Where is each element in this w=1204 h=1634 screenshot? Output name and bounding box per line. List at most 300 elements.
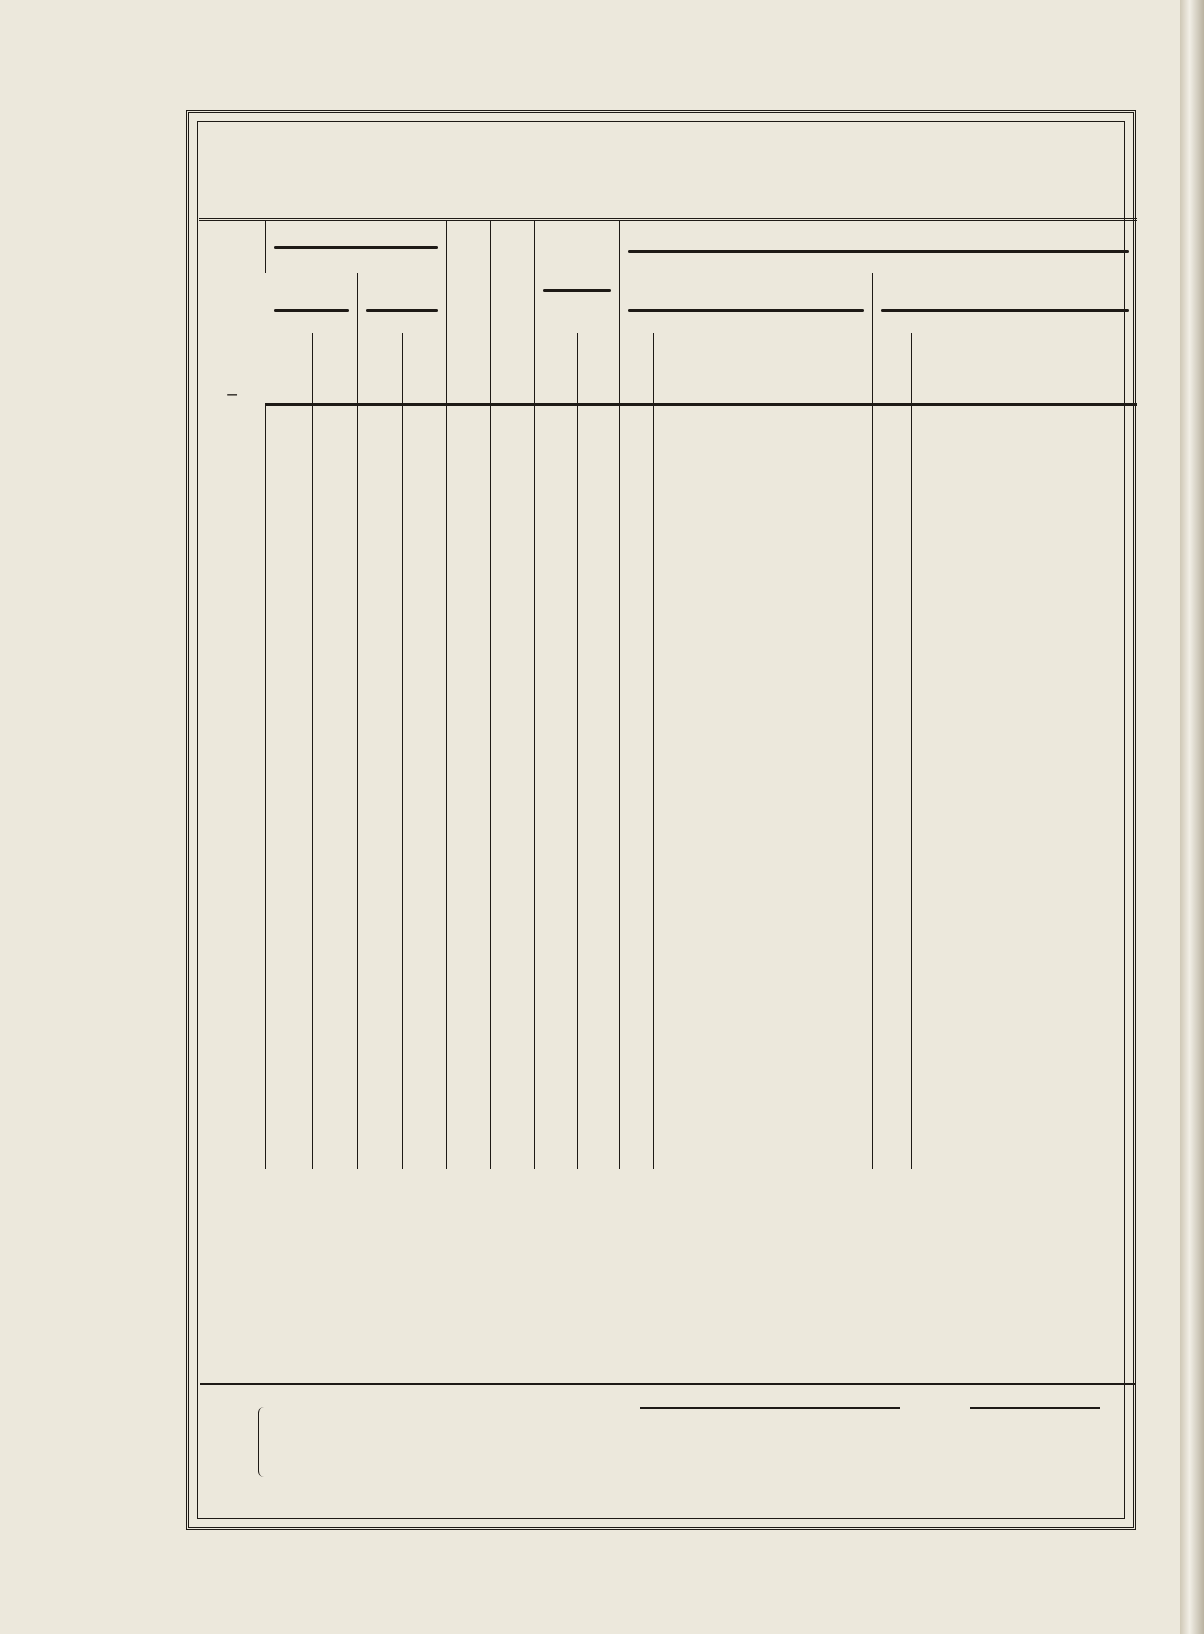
cell-c-md [911,504,1137,529]
cell-udo [447,812,491,837]
cell-day [199,714,266,739]
cell-espelho [403,763,447,788]
cell-relva-min [358,998,403,1023]
cell-udo [447,627,491,652]
table-row [199,665,1137,690]
cell-sol [266,837,313,862]
cell-n-md [873,480,912,505]
cell-c-md [911,788,1137,813]
cell-n-md [873,1120,912,1145]
ao-sol-header [266,333,313,405]
cell-relva-min [358,480,403,505]
cell-oz-am [534,480,577,505]
cell-udo [447,714,491,739]
cell-c-am [653,553,872,578]
cell-udo [447,1096,491,1121]
cell-c-md [911,1120,1137,1145]
cell-oz-pm [577,1047,620,1072]
cell-sol [266,861,313,886]
cell-relva-min [358,886,403,911]
cell-c-md [911,861,1137,886]
cell-n-md [873,861,912,886]
cell-relva-max [313,627,358,652]
cell-oz-pm [577,1096,620,1121]
cell-relva-min [358,788,403,813]
cell-sol [266,504,313,529]
cell-day [199,627,266,652]
cell-sol [266,553,313,578]
cell-atm [490,690,534,715]
maxima-header [266,273,358,333]
cell-atm [490,924,534,949]
cell-c-md [911,431,1137,456]
cell-udo [447,763,491,788]
cell-day [199,886,266,911]
cell-oz-am [534,714,577,739]
evap-rule [970,1407,1100,1409]
cell-relva-max [313,998,358,1023]
cell-espelho [403,690,447,715]
cell-day [199,1120,266,1145]
cell-c-am [653,529,872,554]
cell-sol [266,739,313,764]
cell-oz-am [534,861,577,886]
table-row [199,861,1137,886]
cell-udo [447,504,491,529]
cell-c-am [653,690,872,715]
cell-n-am [620,480,653,505]
table-row [199,553,1137,578]
cell-relva-min [358,924,403,949]
cell-espelho [403,504,447,529]
cell-relva-min [358,504,403,529]
cell-n-am [620,578,653,603]
cell-day [199,998,266,1023]
cell-espelho [403,949,447,974]
cell-relva-max [313,405,358,431]
cell-oz-am [534,690,577,715]
cell-day [199,665,266,690]
cell-udo [447,665,491,690]
cell-c-am [653,455,872,480]
cell-udo [447,529,491,554]
table-row [199,886,1137,911]
cell-n-md [873,529,912,554]
cell-relva-max [313,504,358,529]
cell-c-md [911,837,1137,862]
table-row [199,529,1137,554]
cell-relva-max [313,1047,358,1072]
escala-am-header [620,333,653,405]
minima-header [358,273,447,333]
cell-oz-am [534,1047,577,1072]
cell-relva-max [313,739,358,764]
cell-espelho [403,788,447,813]
cell-oz-am [534,788,577,813]
cell-sol [266,788,313,813]
cell-sol [266,924,313,949]
cell-espelho [403,553,447,578]
cell-sol [266,1120,313,1145]
oz-am-header [534,333,577,405]
cell-udo [447,837,491,862]
cell-oz-am [534,998,577,1023]
ozonometro-header [534,220,620,334]
cell-relva-max [313,763,358,788]
cell-udo [447,690,491,715]
cell-sol [266,998,313,1023]
cell-relva-max [313,861,358,886]
cell-c-am [653,405,872,431]
table-row [199,998,1137,1023]
cell-relva-min [358,529,403,554]
cell-day [199,949,266,974]
cell-c-md [911,763,1137,788]
cell-sol [266,886,313,911]
cell-relva-min [358,553,403,578]
cell-c-am [653,714,872,739]
cell-c-am [653,431,872,456]
table-row [199,788,1137,813]
cell-n-md [873,788,912,813]
cell-relva-min [358,690,403,715]
cell-atm [490,405,534,431]
cell-day [199,1022,266,1047]
cell-n-md [873,837,912,862]
cell-oz-pm [577,714,620,739]
relva-rule [640,1407,900,1409]
cell-udo [447,455,491,480]
cell-n-md [873,1145,912,1170]
cell-n-am [620,431,653,456]
cell-sol [266,529,313,554]
cell-atm [490,1071,534,1096]
cell-oz-pm [577,480,620,505]
cell-relva-max [313,973,358,998]
cell-oz-am [534,1096,577,1121]
cell-c-md [911,405,1137,431]
table-row [199,1145,1137,1170]
cell-espelho [403,602,447,627]
configuracao-am-header [653,333,872,405]
cell-c-md [911,455,1137,480]
cell-relva-max [313,529,358,554]
cell-espelho [403,861,447,886]
cell-n-am [620,837,653,862]
cell-oz-pm [577,861,620,886]
cell-relva-min [358,837,403,862]
cell-n-am [620,690,653,715]
cell-sol [266,665,313,690]
cell-relva-min [358,1120,403,1145]
cell-n-am [620,1145,653,1170]
cell-oz-am [534,529,577,554]
cell-n-md [873,739,912,764]
cell-espelho [403,405,447,431]
cell-sol [266,949,313,974]
cell-espelho [403,886,447,911]
cell-relva-min [358,1096,403,1121]
cell-oz-pm [577,788,620,813]
cell-n-am [620,949,653,974]
cell-oz-pm [577,504,620,529]
cell-day [199,739,266,764]
cell-udo [447,739,491,764]
cell-relva-min [358,405,403,431]
cell-atm [490,431,534,456]
cell-espelho [403,924,447,949]
cell-relva-min [358,714,403,739]
meio-dia-header [873,273,1137,333]
cell-espelho [403,1047,447,1072]
cell-n-md [873,553,912,578]
cell-atm [490,998,534,1023]
cell-relva-max [313,665,358,690]
cell-sol [266,690,313,715]
cell-day [199,861,266,886]
nove-horas-header [620,273,873,333]
table-row [199,949,1137,974]
cell-relva-max [313,480,358,505]
cell-n-md [873,1071,912,1096]
cell-espelho [403,455,447,480]
cell-n-am [620,504,653,529]
cell-n-md [873,812,912,837]
cell-sol [266,578,313,603]
cell-n-am [620,788,653,813]
cell-n-md [873,665,912,690]
table-row [199,504,1137,529]
cell-n-am [620,998,653,1023]
table-row [199,714,1137,739]
climate-table [199,218,1137,1169]
cell-n-md [873,1022,912,1047]
cell-relva-max [313,602,358,627]
cell-espelho [403,812,447,837]
cell-c-am [653,837,872,862]
cell-day [199,1145,266,1170]
cell-udo [447,861,491,886]
cell-day [199,1047,266,1072]
cell-udo [447,949,491,974]
cell-c-am [653,627,872,652]
oz-pm-header [577,333,620,405]
na-relva-min-header [358,333,403,405]
cell-espelho [403,1071,447,1096]
cell-n-md [873,602,912,627]
cell-n-am [620,812,653,837]
cell-c-md [911,529,1137,554]
cell-atm [490,578,534,603]
cell-n-md [873,1096,912,1121]
cell-day [199,529,266,554]
cell-relva-max [313,690,358,715]
cell-n-md [873,455,912,480]
cell-c-md [911,578,1137,603]
cell-espelho [403,1120,447,1145]
cell-sol [266,627,313,652]
cell-oz-pm [577,837,620,862]
cell-c-md [911,1047,1137,1072]
cell-udo [447,480,491,505]
cell-oz-pm [577,553,620,578]
cell-oz-am [534,1071,577,1096]
cell-c-am [653,763,872,788]
cell-oz-am [534,455,577,480]
cell-relva-max [313,1071,358,1096]
cell-atm [490,949,534,974]
cell-relva-min [358,1071,403,1096]
cell-n-am [620,1022,653,1047]
table-row [199,837,1137,862]
cell-n-am [620,763,653,788]
cell-c-am [653,886,872,911]
cell-relva-max [313,1145,358,1170]
cell-oz-pm [577,886,620,911]
cell-c-md [911,1145,1137,1170]
cell-day [199,973,266,998]
cell-c-md [911,553,1137,578]
cell-atm [490,504,534,529]
cell-relva-max [313,812,358,837]
cell-udo [447,602,491,627]
cell-day [199,504,266,529]
cell-day [199,924,266,949]
cell-relva-max [313,837,358,862]
cell-c-am [653,812,872,837]
cell-n-am [620,602,653,627]
cell-relva-max [313,553,358,578]
table-row [199,1047,1137,1072]
cell-day [199,405,266,431]
cell-c-am [653,1145,872,1170]
cell-udo [447,1071,491,1096]
configuracao-md-header [911,333,1137,405]
cell-oz-pm [577,763,620,788]
cell-relva-max [313,1120,358,1145]
cell-c-md [911,714,1137,739]
cell-atm [490,1022,534,1047]
cell-c-am [653,1071,872,1096]
cell-day [199,602,266,627]
cell-n-md [873,504,912,529]
cell-sol [266,405,313,431]
cell-oz-pm [577,973,620,998]
cell-oz-am [534,1022,577,1047]
cell-atm [490,665,534,690]
espelho-header [403,333,447,405]
nuvens-group-header [620,220,1137,274]
cell-udo [447,1145,491,1170]
cell-oz-pm [577,665,620,690]
table-row [199,1096,1137,1121]
cell-c-am [653,973,872,998]
cell-sol [266,431,313,456]
cell-oz-am [534,739,577,764]
cell-oz-pm [577,1071,620,1096]
cell-espelho [403,973,447,998]
cell-atm [490,1047,534,1072]
cell-atm [490,886,534,911]
table-row [199,1120,1137,1145]
cell-oz-am [534,1145,577,1170]
millimetros-udo-header [447,333,491,405]
cell-c-md [911,1096,1137,1121]
cell-espelho [403,578,447,603]
cell-atm [490,837,534,862]
cell-sol [266,1145,313,1170]
cell-n-am [620,1120,653,1145]
table-row [199,812,1137,837]
cell-sol [266,480,313,505]
cell-oz-pm [577,998,620,1023]
cell-oz-am [534,504,577,529]
cell-n-am [620,886,653,911]
cell-n-md [873,714,912,739]
cell-c-am [653,1047,872,1072]
daily-rows [199,405,1137,1170]
cell-relva-min [358,431,403,456]
cell-udo [447,1047,491,1072]
millimetros-atm-header [490,333,534,405]
cell-n-md [873,405,912,431]
cell-atm [490,480,534,505]
cell-espelho [403,1022,447,1047]
cell-c-am [653,949,872,974]
cell-c-am [653,1096,872,1121]
cell-espelho [403,627,447,652]
cell-oz-am [534,405,577,431]
table-row [199,405,1137,431]
cell-relva-min [358,812,403,837]
cell-relva-min [358,763,403,788]
table-row [199,1022,1137,1047]
cell-espelho [403,665,447,690]
cell-oz-am [534,665,577,690]
cell-atm [490,627,534,652]
cell-c-am [653,788,872,813]
cell-relva-max [313,714,358,739]
cell-relva-max [313,949,358,974]
cell-c-am [653,504,872,529]
thermo-group-header [266,220,447,274]
cell-espelho [403,1145,447,1170]
cell-c-am [653,998,872,1023]
cell-sol [266,812,313,837]
cell-relva-min [358,861,403,886]
cell-atm [490,973,534,998]
cell-c-md [911,480,1137,505]
cell-oz-am [534,553,577,578]
cell-espelho [403,739,447,764]
cell-oz-pm [577,578,620,603]
table-row [199,690,1137,715]
cell-c-md [911,602,1137,627]
cell-c-am [653,924,872,949]
cell-relva-min [358,1047,403,1072]
cell-relva-min [358,665,403,690]
cell-c-md [911,998,1137,1023]
cell-relva-max [313,1022,358,1047]
cell-day [199,812,266,837]
cell-day [199,455,266,480]
cell-n-am [620,1047,653,1072]
cell-relva-min [358,1145,403,1170]
udometro-header [447,220,491,334]
cell-c-md [911,949,1137,974]
cell-c-md [911,886,1137,911]
cell-atm [490,861,534,886]
